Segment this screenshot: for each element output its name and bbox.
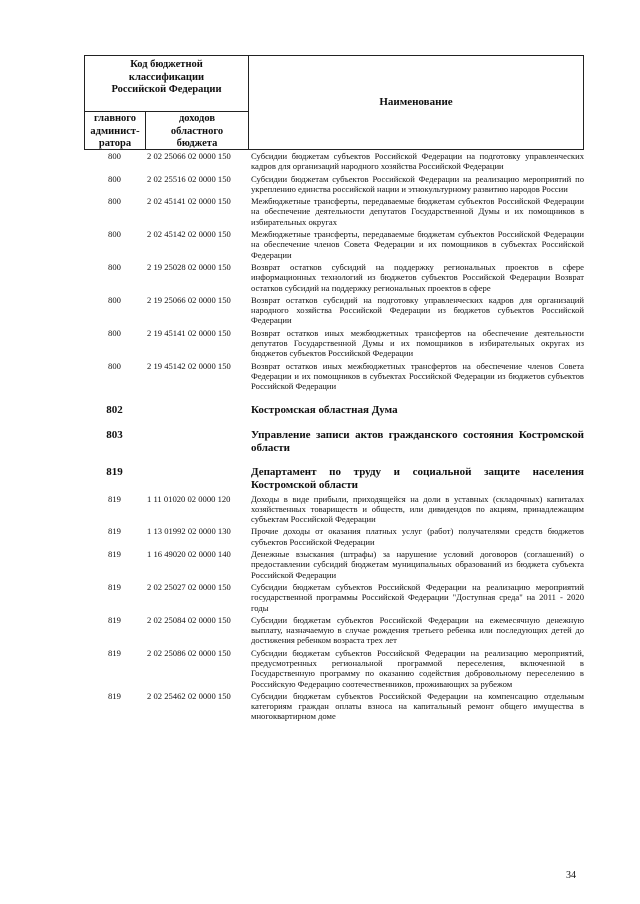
- row-income-code: 1 16 49020 02 0000 140: [147, 549, 231, 560]
- row-name: Субсидии бюджетам субъектов Российской Федерации на реализацию мероприятий государственной программы Российской Федерации "Доступная среда" на 2011 - 2020 годы: [251, 581, 584, 613]
- row-income-code: 2 02 25027 02 0000 150: [147, 581, 231, 592]
- row-admin-code: 803: [106, 428, 123, 441]
- row-name: Межбюджетные трансферты, передаваемые бюджетам субъектов Российской Федерации на обеспечение членов Совета Федерации и их помощников в субъектах Российской Федерации: [251, 229, 584, 260]
- table-row: [84, 361, 584, 392]
- table-row: [84, 174, 584, 195]
- section-row: [84, 429, 584, 455]
- header-admin-label: главного админист- ратора: [90, 113, 140, 149]
- row-admin-code: 800: [108, 261, 121, 272]
- row-income-code: 2 19 25028 02 0000 150: [147, 261, 231, 272]
- row-admin-code: 819: [108, 581, 121, 592]
- header-code-group-label: Код бюджетной классификации Российской Федерации: [111, 59, 222, 95]
- table-header: [84, 55, 584, 150]
- row-name: Костромская областная Дума: [251, 403, 398, 416]
- row-income-code: [145, 404, 251, 417]
- row-admin-code: 800: [108, 360, 121, 371]
- row-income-code: 1 11 01020 02 0000 120: [147, 493, 231, 504]
- section-row: [84, 466, 584, 492]
- row-income-code: [145, 429, 251, 455]
- table-row: [84, 494, 584, 525]
- header-name-label: Наименование: [379, 96, 453, 108]
- row-name: Субсидии бюджетам субъектов Российской Федерации на компенсацию отдельным категориям граждан оплаты взноса на капитальный ремонт общего имущества в многоквартирном доме: [251, 690, 584, 722]
- row-admin-code: 800: [108, 327, 121, 338]
- row-income-code: 1 13 01992 02 0000 130: [147, 526, 231, 537]
- row-name: Субсидии бюджетам субъектов Российской Федерации на ежемесячную денежную выплату, назначаемую в случае рождения третьего ребенка или последующих детей до достижения ребенком возраста трех лет: [251, 614, 584, 646]
- table-row: [84, 262, 584, 293]
- row-income-code: [145, 466, 251, 492]
- table-row: [84, 648, 584, 689]
- row-name: Возврат остатков субсидий на подготовку управленческих кадров для организаций народного хозяйства Российской Федерации из бюджетов субъектов Российской Федерации: [251, 294, 584, 326]
- row-admin-code: 819: [108, 690, 121, 701]
- row-admin-code: 819: [108, 493, 121, 504]
- table-row: [84, 229, 584, 260]
- row-name: Управление записи актов гражданского состояния Костромской области: [251, 428, 584, 454]
- row-name: Доходы в виде прибыли, приходящейся на доли в уставных (складочных) капиталах хозяйственных товариществ и обществ, или дивидендов по акциям, принадлежащим субъектам Российской Федерации: [251, 493, 584, 525]
- row-name: Субсидии бюджетам субъектов Российской Федерации на реализацию мероприятий по укреплению единства российской нации и этнокультурному развитию народов России: [251, 173, 584, 194]
- row-name: Возврат остатков иных межбюджетных трансфертов на обеспечение деятельности депутатов Государственной Думы и их помощников в избирательных округах из бюджетов субъектов Российской Федерации: [251, 327, 584, 359]
- header-name-column: [249, 56, 583, 149]
- row-admin-code: 800: [108, 196, 121, 207]
- row-name: Прочие доходы от оказания платных услуг (работ) получателями средств бюджетов субъектов Российской Федерации: [251, 526, 584, 547]
- row-admin-code: 800: [108, 229, 121, 240]
- row-income-code: 2 02 25462 02 0000 150: [147, 690, 231, 701]
- table-row: [84, 615, 584, 646]
- row-admin-code: 802: [106, 403, 123, 416]
- row-admin-code: 819: [106, 465, 123, 478]
- row-name: Субсидии бюджетам субъектов Российской Федерации на реализацию мероприятий, предусмотренных региональной программой переселения, включенной в Государственную программу по оказанию содействия добровольному переселению в Российскую Федерацию соотечественников, проживающих за рубежом: [251, 647, 584, 689]
- row-name: Возврат остатков субсидий на поддержку региональных проектов в сфере информационных технологий из бюджетов субъектов Российской Федерации Возврат остатков субсидий на поддержку региональных проектов в сфере: [251, 261, 584, 293]
- row-name: Межбюджетные трансферты, передаваемые бюджетам субъектов Российской Федерации на обеспечение деятельности депутатов Государственной Думы и их помощников в избирательных округах: [251, 196, 584, 227]
- table-row: [84, 196, 584, 227]
- row-admin-code: 800: [108, 173, 121, 184]
- header-code-group: [85, 56, 249, 111]
- row-income-code: 2 02 25516 02 0000 150: [147, 173, 231, 184]
- row-income-code: 2 02 25086 02 0000 150: [147, 647, 231, 658]
- row-admin-code: 800: [108, 294, 121, 305]
- row-income-code: 2 02 25066 02 0000 150: [147, 151, 231, 161]
- row-name: Департамент по труду и социальной защите населения Костромской области: [251, 465, 584, 491]
- page-number: 34: [566, 870, 576, 881]
- table-row: [84, 295, 584, 326]
- row-income-code: 2 19 45141 02 0000 150: [147, 327, 231, 338]
- row-admin-code: 819: [108, 526, 121, 537]
- row-income-code: 2 02 25084 02 0000 150: [147, 614, 231, 625]
- row-income-code: 2 19 25066 02 0000 150: [147, 294, 231, 305]
- table-row: [84, 582, 584, 613]
- table-row: [84, 549, 584, 580]
- table-row: [84, 691, 584, 722]
- table-row: [84, 328, 584, 359]
- header-admin-column: [85, 111, 146, 150]
- row-admin-code: 819: [108, 614, 121, 625]
- row-name: Субсидии бюджетам субъектов Российской Федерации на подготовку управленческих кадров для организаций народного хозяйства Российской Федерации: [251, 151, 584, 172]
- row-admin-code: 800: [108, 151, 121, 161]
- header-income-column: [146, 111, 249, 150]
- header-income-label: доходов областного бюджета: [170, 113, 224, 149]
- row-income-code: 2 02 45142 02 0000 150: [147, 229, 231, 240]
- row-income-code: 2 19 45142 02 0000 150: [147, 360, 231, 371]
- row-admin-code: 819: [108, 647, 121, 658]
- row-admin-code: 819: [108, 549, 121, 560]
- section-row: [84, 404, 584, 417]
- table-row: [84, 151, 584, 172]
- table-body: [84, 151, 584, 722]
- table-row: [84, 526, 584, 547]
- row-name: Возврат остатков иных межбюджетных трансфертов на обеспечение членов Совета Федерации и их помощников в субъектах Российской Федерации из бюджетов субъектов Российской Федерации: [251, 360, 584, 392]
- row-name: Денежные взыскания (штрафы) за нарушение условий договоров (соглашений) о предоставлении субсидий бюджетам муниципальных образований из бюджета субъекта Российской Федерации: [251, 549, 584, 580]
- row-income-code: 2 02 45141 02 0000 150: [147, 196, 231, 207]
